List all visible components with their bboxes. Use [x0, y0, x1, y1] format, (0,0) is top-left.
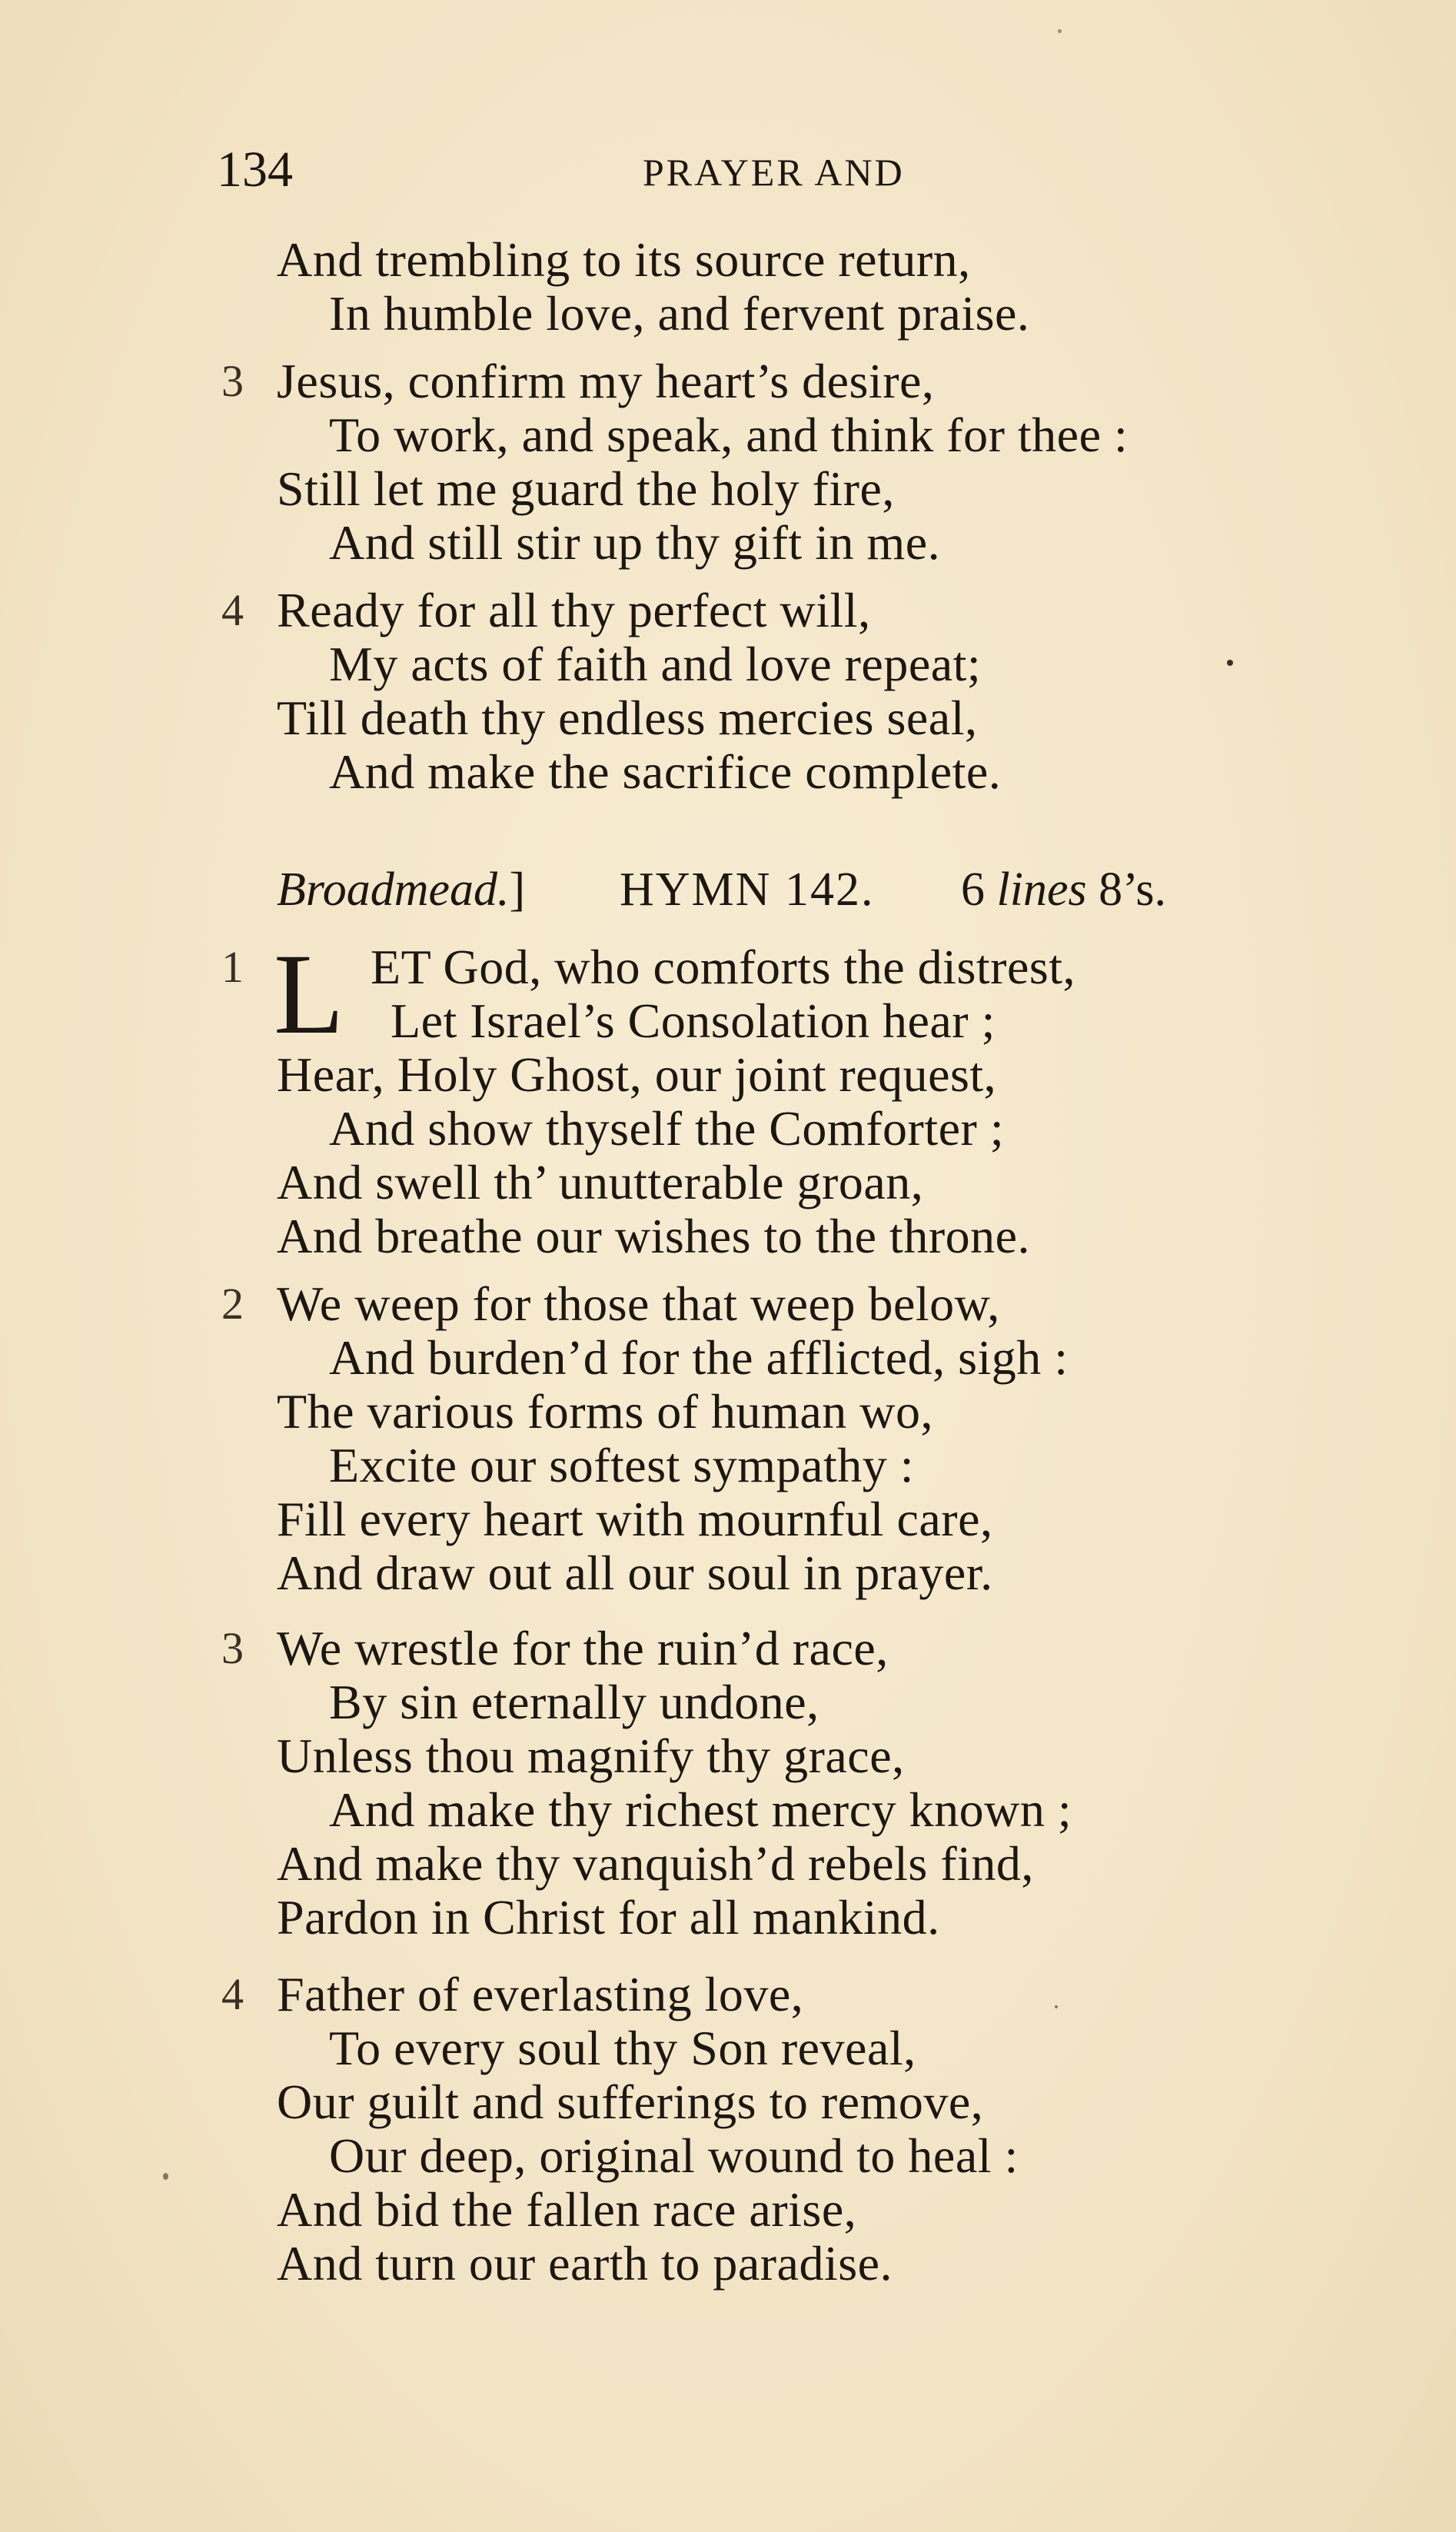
ink-speck [163, 2173, 168, 2180]
ink-speck [1058, 29, 1062, 33]
stanza-number: 3 [221, 1623, 244, 1673]
verse-line: Our deep, original wound to heal : [329, 2128, 1019, 2183]
verse-line: To every soul thy Son reveal, [329, 2021, 916, 2075]
heading-bracket: ] [509, 863, 526, 916]
verse-line: And swell th’ unutterable groan, [277, 1155, 924, 1209]
verse-line: And turn our earth to paradise. [277, 2236, 893, 2291]
verse-line: Ready for all thy perfect will, [277, 583, 871, 637]
verse-line: By sin eternally undone, [329, 1675, 819, 1729]
verse-line: And burden’d for the afflicted, sigh : [329, 1330, 1069, 1385]
tune-name: Broadmead. [277, 863, 510, 916]
verse-line: And make the sacrifice complete. [329, 744, 1002, 799]
verse-line: In humble love, and fervent praise. [329, 286, 1030, 341]
verse-line: And draw out all our soul in prayer. [277, 1545, 993, 1600]
verse-line: Jesus, confirm my heart’s desire, [277, 354, 935, 408]
stanza-number: 4 [221, 585, 244, 635]
ink-speck [1227, 660, 1233, 666]
hymn-title: HYMN 142. [620, 863, 875, 916]
verse-line: Unless thou magnify thy grace, [277, 1728, 905, 1783]
verse-line: Father of everlasting love, [277, 1967, 804, 2021]
verse-line: We weep for those that weep below, [277, 1276, 1000, 1331]
verse-line: Excite our softest sympathy : [329, 1438, 915, 1492]
verse-line: My acts of faith and love repeat; [329, 637, 982, 691]
ink-speck [1055, 2005, 1058, 2008]
drop-cap: L [274, 930, 344, 1058]
page-number: 134 [217, 141, 293, 198]
verse-line: We wrestle for the ruin’d race, [277, 1621, 889, 1675]
meter-count: 6 [961, 863, 985, 916]
running-head: PRAYER AND [643, 151, 905, 194]
verse-line: Till death thy endless mercies seal, [277, 690, 978, 745]
meter-suffix: 8’s. [1099, 863, 1166, 916]
stanza-number: 2 [221, 1279, 244, 1329]
stanza-number: 1 [221, 942, 244, 992]
hymn-meter [961, 864, 1166, 915]
stanza-number: 4 [221, 1969, 244, 2019]
verse-line: Our guilt and sufferings to remove, [277, 2075, 984, 2129]
verse-line: And make thy vanquish’d rebels find, [277, 1836, 1034, 1891]
verse-line: And breathe our wishes to the throne. [277, 1209, 1031, 1263]
stanza-number: 3 [221, 356, 244, 406]
verse-line: Hear, Holy Ghost, our joint request, [277, 1047, 997, 1102]
verse-line: And show thyself the Comforter ; [329, 1101, 1005, 1156]
verse-line: ET God, who comforts the distrest, [371, 940, 1076, 994]
meter-word: lines [996, 863, 1087, 916]
verse-line: Fill every heart with mournful care, [277, 1492, 993, 1546]
verse-line: Pardon in Christ for all mankind. [277, 1890, 940, 1945]
verse-line: And trembling to its source return, [277, 232, 971, 287]
verse-line: And bid the fallen race arise, [277, 2182, 857, 2237]
verse-line: Still let me guard the holy fire, [277, 461, 895, 516]
verse-line: And make thy richest mercy known ; [329, 1782, 1072, 1837]
verse-line: The various forms of human wo, [277, 1384, 933, 1439]
verse-line: Let Israel’s Consolation hear ; [391, 993, 996, 1048]
verse-line: To work, and speak, and think for thee : [329, 408, 1129, 462]
verse-line: And still stir up thy gift in me. [329, 515, 941, 570]
hymn-heading [277, 864, 1215, 915]
